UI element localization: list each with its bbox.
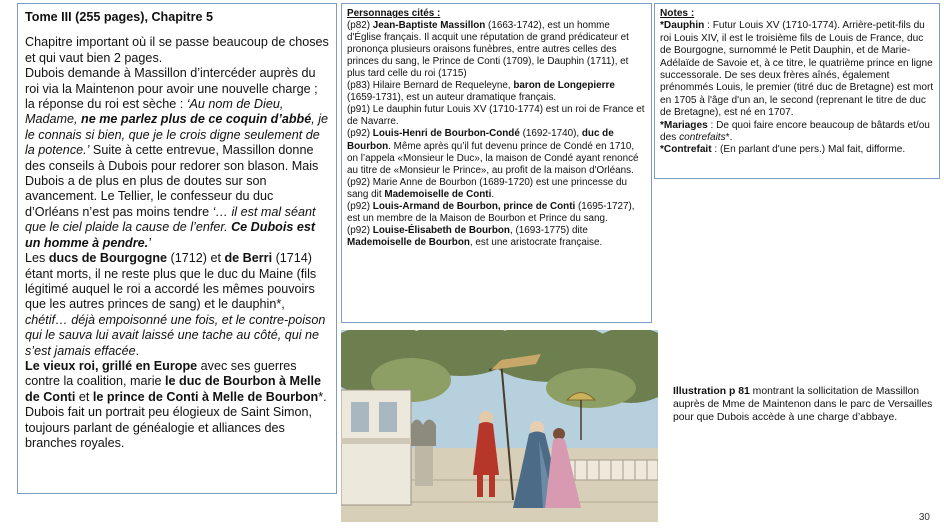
- text-span: (1663-1742), est un homme d'Église français. Il acquit une réputation de grand prédicateur et prononça plusieurs oraisons funèbres, entre autres celles des princes du sang, le Prince de Conti (1709), le Dauphin (1711), et plus tard celle du roi (1715): [347, 20, 629, 80]
- quote-span: , je le connais si bien, que je le crois digne seulement de la potence.’: [25, 112, 329, 158]
- text-span: *.: [318, 389, 327, 404]
- caption-text: montrant la sollicitation de Massillon auprès de Mme de Maintenon dans le parc de Versailles pour que Dubois accède à une charge d’abbaye.: [673, 386, 933, 424]
- bold-span: Louise-Élisabeth de Bourbon: [372, 224, 510, 236]
- quote-bold-span: ne me parlez plus de ce coquin d’abbé: [81, 112, 312, 127]
- note-entry: [660, 144, 934, 156]
- text-span: (p92): [347, 200, 373, 212]
- text-span: Dubois demande à Massillon d’intercéder auprès du roi via la Maintenon pour avoir une nouvelle charge ; la réponse du roi est sèche :: [25, 66, 318, 112]
- text-span: (p92): [347, 224, 373, 236]
- text-span: , (1693-1775) dite: [509, 224, 588, 236]
- character-entry: [347, 80, 646, 104]
- quote-bold-span: Ce Dubois est un homme à pendre.: [25, 220, 316, 250]
- versailles-illustration: [341, 330, 658, 522]
- illustration-svg: [341, 330, 658, 522]
- text-span: (1712) et: [167, 251, 225, 266]
- bold-span: Mademoiselle de Conti: [384, 188, 492, 200]
- character-entry: (p91) Le dauphin futur Louis XV (1710-1774) est un roi de France et de Navarre.: [347, 104, 645, 128]
- text-span: (p83) Hilaire Bernard de Requeleyne,: [347, 80, 514, 92]
- bold-span: de Berri: [224, 251, 273, 266]
- characters-box: [341, 3, 652, 323]
- text-span: .: [135, 343, 140, 358]
- paragraph-dubois: [25, 66, 329, 251]
- character-entry: [347, 201, 646, 225]
- text-span: Les: [25, 251, 49, 266]
- character-entry: [347, 225, 646, 249]
- bold-span: Louis-Armand de Bourbon, prince de Conti: [372, 200, 576, 212]
- notes-box: [654, 3, 940, 179]
- character-entry: [347, 177, 646, 201]
- quote-span: ‘Au nom de Dieu, Madame,: [25, 97, 284, 127]
- text-span: et: [75, 389, 93, 404]
- text-span: (1695-1727), est un membre de la Maison de Bourbon et Prince du sang.: [347, 200, 635, 224]
- chapter-summary-box: [17, 3, 337, 494]
- quote-span: ’: [148, 235, 151, 250]
- text-span: : De quoi faire encore beaucoup de bâtards et/ou des: [660, 119, 930, 144]
- italic-span: contrefaits: [679, 132, 726, 144]
- text-span: (p92): [347, 128, 373, 140]
- text-span: (1659-1731), est un auteur dramatique français.: [347, 92, 557, 104]
- paragraph-vieux-roi: [25, 359, 329, 405]
- text-span: Suite à cette entrevue, Massillon donne des conseils à Dubois pour redorer son blason. Mais Dubois a de plus en plus de doutes sur son avancement. Le Tellier, le confesseur du duc d’Orléans n’est pas moins tendre: [25, 143, 319, 219]
- paragraph-ducs: [25, 251, 329, 359]
- quote-span: chétif… déjà empoisonné une fois, et le contre-poison qui le sauva lui avait laissé une tache au côté, qui ne s’est jamais effacée: [25, 312, 326, 358]
- caption-bold: Illustration p 81: [673, 386, 750, 397]
- text-span: *.: [725, 132, 733, 144]
- text-span: (p92) Marie Anne de Bourbon (1689-1720) est une princesse du sang dit: [347, 176, 627, 200]
- illustration-caption: [673, 385, 935, 425]
- note-entry: [660, 120, 934, 145]
- bold-span: le duc de Bourbon à Melle de Conti: [25, 374, 322, 404]
- note-entry: [660, 20, 934, 119]
- text-span: : (En parlant d'une pers.) Mal fait, difforme.: [711, 144, 906, 156]
- text-span: : Futur Louis XV (1710-1774). Arrière-petit-fils du roi Louis XIV, il est le troisième fils de Louis de France, duc de Bourgogne, surnommé le Petit Dauphin, et de Marie-Adélaïde de Savoie et, à ce titre, le quatrième prince en ligne successorale. De ses deux frères aînés, également prénommés Louis, le premier (titré duc de Bretagne) est mort en 1705 à l'âge d'un an, le second (reprenant le titre de duc de Bretagne), est né en 1707.: [660, 20, 934, 119]
- text-span: . Même après qu’il fut devenu prince de Condé en 1710, on l’appela «Monsieur le Duc», la maison de Condé ayant renoncé au titre de «Monsieur le Prince», au profit de la maison d'Orléans.: [347, 140, 639, 176]
- bold-span: *Mariages: [660, 119, 708, 131]
- text-span: .: [491, 188, 495, 200]
- paragraph-intro: Chapitre important où il se passe beaucoup de choses et qui vaut bien 2 pages.: [25, 35, 329, 65]
- page-number: 30: [918, 512, 930, 523]
- text-span: (1714) étant morts, il ne reste plus que le duc du Maine (fils légitimé auquel le roi a accordé les mêmes pouvoirs que les autres princes de sang) et le dauphin*,: [25, 251, 317, 312]
- bold-span: Jean-Baptiste Massillon: [372, 20, 486, 32]
- bold-span: le prince de Conti à Melle de Bourbon: [92, 389, 319, 404]
- paragraph-saint-simon: Dubois fait un portrait peu élogieux de Saint Simon, toujours parlant de généalogie et alliances des branches royales.: [25, 405, 313, 450]
- bold-span: Louis-Henri de Bourbon-Condé: [372, 128, 520, 140]
- bold-span: ducs de Bourgogne: [48, 251, 168, 266]
- character-entry: [347, 128, 646, 176]
- text-span: (1692-1740),: [519, 128, 582, 140]
- character-entry: [347, 20, 646, 80]
- quote-span: ‘… il est mal séant que le ciel plaide la cause de l’enfer.: [25, 204, 316, 235]
- text-span: (p82): [347, 20, 373, 32]
- notes-title: Notes :: [660, 8, 695, 19]
- bold-span: *Contrefait: [660, 144, 712, 156]
- bold-span: Le vieux roi, grillé en Europe: [25, 358, 198, 373]
- bold-span: *Dauphin: [660, 20, 705, 32]
- bold-span: Mademoiselle de Bourbon: [347, 236, 470, 248]
- text-span: avec ses guerres contre la coalition, marie: [25, 358, 297, 389]
- text-span: , est une aristocrate française.: [469, 236, 603, 248]
- bold-span: baron de Longepierre: [513, 80, 615, 92]
- characters-title: Personnages cités :: [347, 8, 441, 19]
- bold-span: duc de Bourbon: [347, 128, 614, 152]
- chapter-title: Tome III (255 pages), Chapitre 5: [25, 10, 214, 24]
